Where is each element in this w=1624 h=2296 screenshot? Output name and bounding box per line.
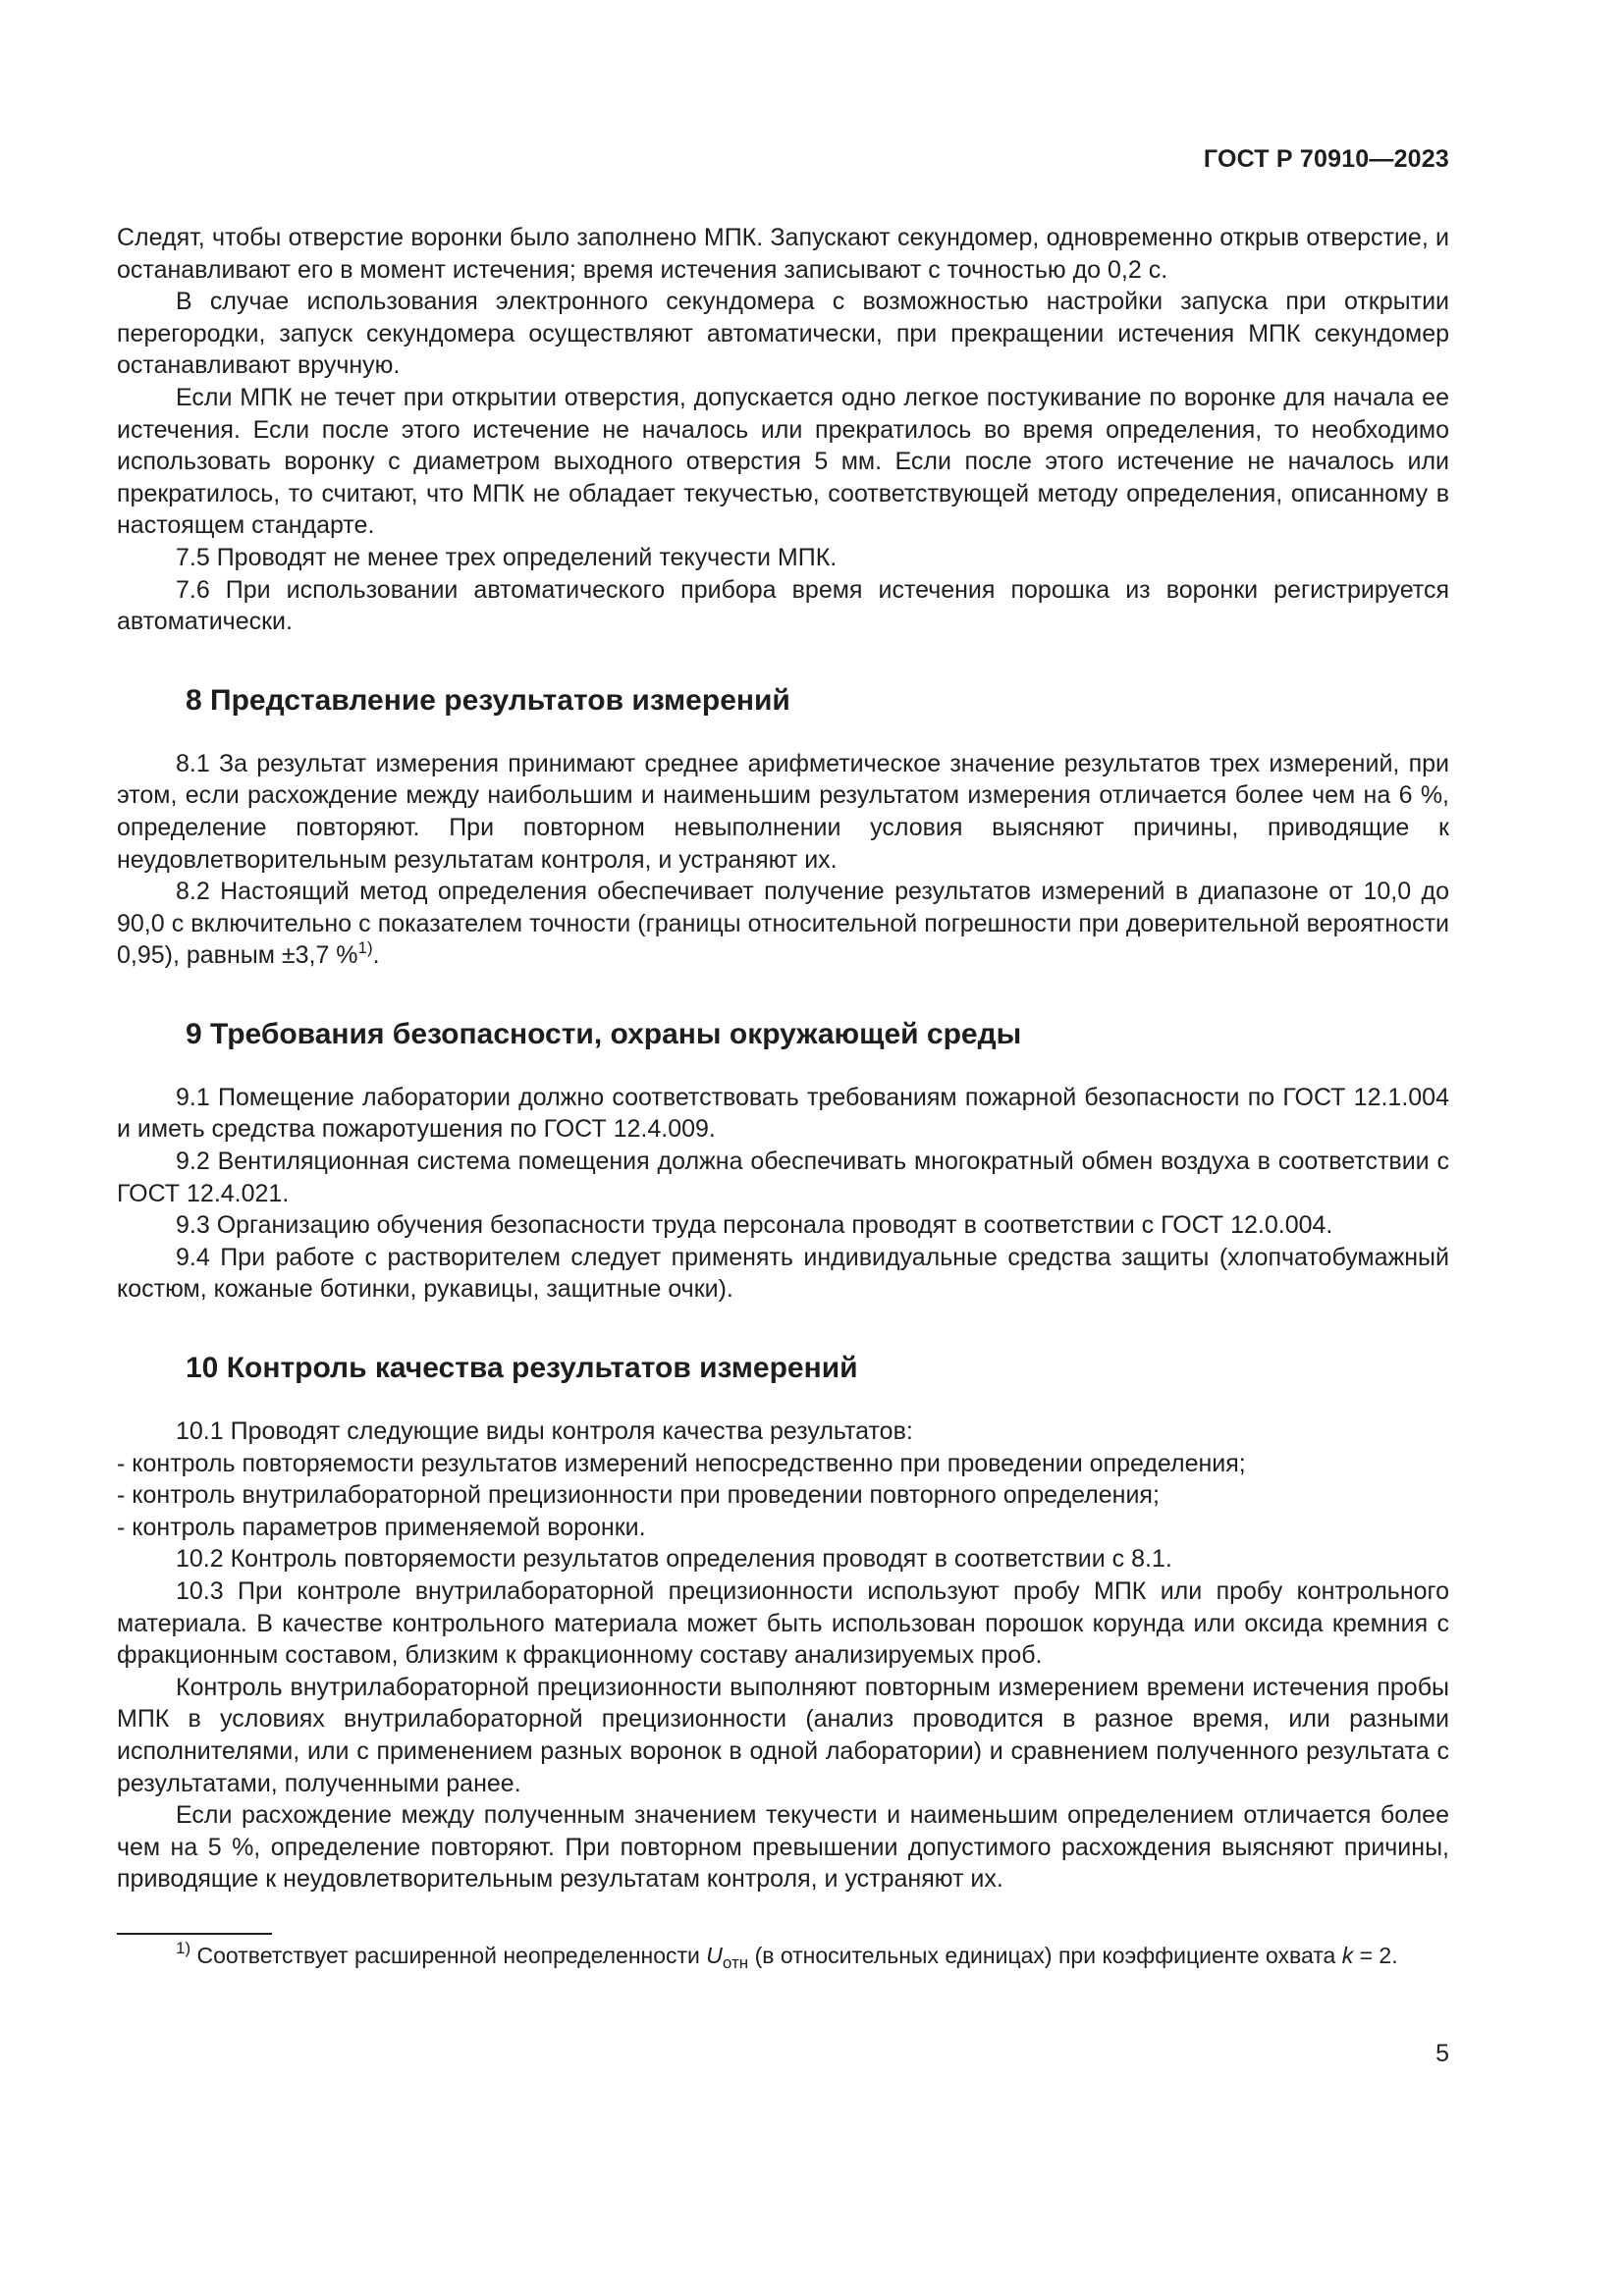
paragraph-10-3: 10.3 При контроле внутрилабораторной прецизионности используют пробу МПК или пробу контрольного материала. В качестве контрольного материала может быть использован порошок корунда или оксида кремния с фракционным составом, близким к фракционному составу анализируемых проб. xyxy=(117,1577,1449,1670)
paragraph-10-3-control: Контроль внутрилабораторной прецизионности выполняют повторным измерением времени истечения пробы МПК в условиях внутрилабораторной прецизионности (анализ проводится в разное время, или разными исполнителями, или с применением разных воронок в одной лаборатории) и сравнением полученного результата с результатами, полученными ранее. xyxy=(117,1673,1449,1797)
paragraph-intro-2: В случае использования электронного секундомера с возможностью настройки запуска при открытии перегородки, запуск секундомера осуществляют автоматически, при прекращении истечения МПК секундомер останавливают вручную. xyxy=(117,288,1449,380)
footnote-text-end: = 2. xyxy=(1353,1942,1398,1968)
footnote-subscript: отн xyxy=(722,1952,749,1972)
paragraph-9-2: 9.2 Вентиляционная система помещения должна обеспечивать многократный обмен воздуха в соответствии с ГОСТ 12.4.021. xyxy=(117,1148,1449,1207)
page-content xyxy=(117,222,1449,1971)
list-item-precision: - контроль внутрилабораторной прецизионности при проведении повторного определения; xyxy=(117,1481,1160,1510)
footnote-separator xyxy=(117,1933,272,1935)
paragraph-9-1: 9.1 Помещение лаборатории должно соответствовать требованиям пожарной безопасности по ГОСТ 12.1.004 и иметь средства пожаротушения по ГОСТ 12.4.009. xyxy=(117,1083,1449,1144)
paragraph-8-2-text: 8.2 Настоящий метод определения обеспечивает получение результатов измерений в диапазоне от 10,0 до 90,0 с включительно с показателем точности (границы относительной погрешности при доверительной вероятности 0,95), равным ±3,7 % xyxy=(117,878,1449,970)
section-9-heading: 9 Требования безопасности, охраны окружающей среды xyxy=(186,1017,1022,1050)
list-item-funnel-parameters: - контроль параметров применяемой воронки. xyxy=(117,1513,646,1541)
footnote-symbol-k: k xyxy=(1341,1942,1354,1968)
section-10-heading: 10 Контроль качества результатов измерений xyxy=(186,1352,858,1385)
page-number: 5 xyxy=(1435,2040,1449,2067)
footnote xyxy=(117,1938,1449,1972)
paragraph-8-2-end: . xyxy=(372,941,380,970)
paragraph-intro-3: Если МПК не течет при открытии отверстия, допускается одно легкое постукивание по воронке для начала ее истечения. Если после этого истечение не началось или прекратилось во время определения, то необходимо использовать воронку с диаметром выходного отверстия 5 мм. Если после этого истечение не началось или прекратилось, то считают, что МПК не обладает текучестью, соответствующей методу определения, описанному в настоящем стандарте. xyxy=(117,383,1449,540)
paragraph-10-3-discrepancy: Если расхождение между полученным значением текучести и наименьшим определением отличается более чем на 5 %, определение повторяют. При повторном превышении допустимого расхождения выясняют причины, приводящие к неудовлетворительным результатам контроля, и устраняют их. xyxy=(117,1801,1449,1894)
paragraph-intro-1: Следят, чтобы отверстие воронки было заполнено МПК. Запускают секундомер, одновременно открыв отверстие, и останавливают его в момент истечения; время истечения записывают с точностью до 0,2 с. xyxy=(117,224,1449,284)
paragraph-7-6: 7.6 При использовании автоматического прибора время истечения порошка из воронки регистрируется автоматически. xyxy=(117,575,1449,636)
paragraph-8-1: 8.1 За результат измерения принимают среднее арифметическое значение результатов трех измерений, при этом, если расхождение между наибольшим и наименьшим результатом измерения отличается более чем на 6 %, определение повторяют. При повторном невыполнении условия выясняют причины, приводящие к неудовлетворительным результатам контроля, и устраняют их. xyxy=(117,749,1449,874)
paragraph-8-2 xyxy=(117,876,1449,972)
document-code-header: ГОСТ Р 70910—2023 xyxy=(1203,145,1449,173)
footnote-text-before: Соответствует расширенной неопределенности xyxy=(190,1942,707,1968)
footnote-symbol-u: U xyxy=(706,1942,723,1968)
section-8-heading: 8 Представление результатов измерений xyxy=(186,683,790,717)
paragraph-7-5: 7.5 Проводят не менее трех определений текучести МПК. xyxy=(176,543,838,571)
footnote-text-middle: (в относительных единицах) при коэффициенте охвата xyxy=(748,1942,1342,1968)
paragraph-10-2: 10.2 Контроль повторяемости результатов определения проводят в соответствии с 8.1. xyxy=(176,1545,1172,1574)
footnote-mark: 1) xyxy=(176,1938,191,1957)
footnote-reference-mark: 1) xyxy=(357,938,373,958)
paragraph-10-1: 10.1 Проводят следующие виды контроля качества результатов: xyxy=(176,1417,913,1446)
list-item-repeatability: - контроль повторяемости результатов измерений непосредственно при проведении определения; xyxy=(117,1449,1246,1477)
paragraph-9-4: 9.4 При работе с растворителем следует применять индивидуальные средства защиты (хлопчатобумажный костюм, кожаные ботинки, рукавицы, защитные очки). xyxy=(117,1243,1449,1304)
paragraph-9-3: 9.3 Организацию обучения безопасности труда персонала проводят в соответствии с ГОСТ 12.0.004. xyxy=(176,1211,1333,1240)
